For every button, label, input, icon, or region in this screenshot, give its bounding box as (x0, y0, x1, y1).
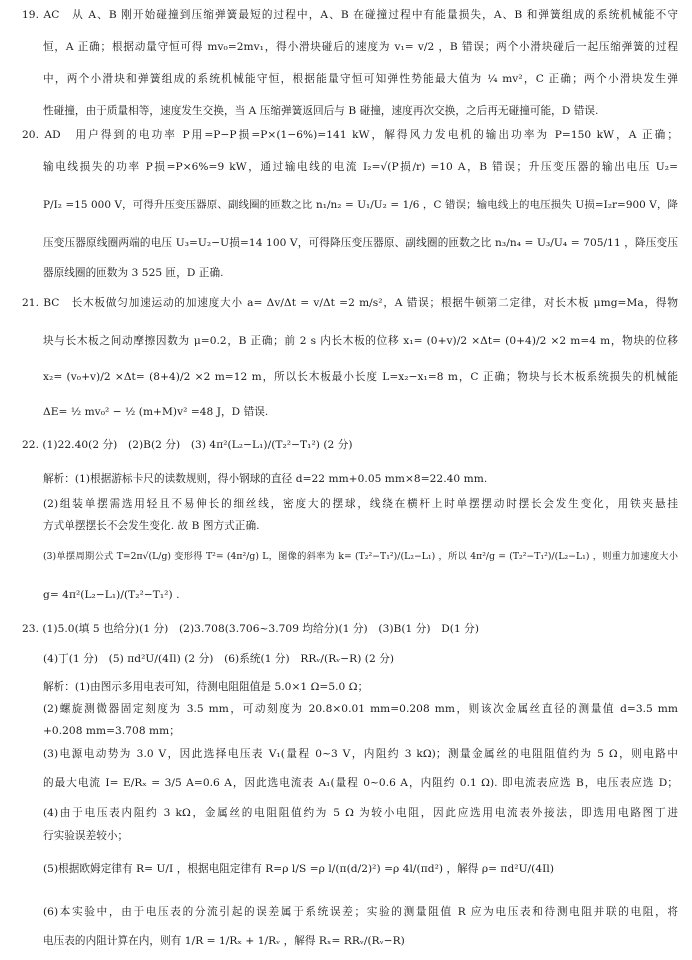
q23-line-1: 23. (1)5.0(填 5 也给分)(1 分) (2)3.708(3.706~3.709 均给分)(1 分) (3)B(1 分) D(1 分) (22, 623, 479, 635)
q23-line-2: (4)丁(1 分) (5) πd²U/(4Il) (2 分) (6)系统(1 分) RRᵥ/(Rᵥ−R) (2 分) (43, 653, 395, 665)
q22-line-5: (3)单摆周期公式 T=2π√(L/g) 变形得 T²= (4π²/g) L，图像的斜率为 k= (T₂²−T₁²)/(L₂−L₁) ，所以 4π²/g = (T₂²−T₁²)/(L₂−L₁) ，则重力加速度大小 (43, 551, 678, 562)
q21-line-4: ΔE= ½ mv₀² − ½ (m+M)v² =48 J，D 错误. (43, 406, 269, 418)
q19-line-1: 19. AC 从 A、B 刚开始碰撞到压缩弹簧最短的过程中，A、B 在碰撞过程中有能量损失，A、B 和弹簧组成的系统机械能不守 (22, 9, 678, 21)
q23-line-4: (2)螺旋测微器固定刻度为 3.5 mm，可动刻度为 20.8×0.01 mm=0.208 mm，则该次金属丝直径的测量值 d=3.5 mm (43, 703, 678, 715)
q21-line-1: 21. BC 长木板做匀加速运动的加速度大小 a= Δv/Δt = v/Δt =2 m/s²，A 错误；根据牛顿第二定律，对长木板 μmg=Ma，得物 (22, 297, 678, 309)
q20-line-4: 压变压器原线圈两端的电压 U₃=U₂−U损=14 100 V，可得降压变压器原、副线圈的匝数之比 n₃/n₄ = U₃/U₄ = 705/11 ，降压变压 (43, 237, 678, 249)
q23-line-8: (4)由于电压表内阻约 3 kΩ，金属丝的电阻阻值约为 5 Ω 为较小电阻，因此应选用电流表外接法，即选用电路图丁进 (43, 807, 678, 819)
q23-line-12: 电压表的内阻计算在内，则有 1/R = 1/Rₓ + 1/Rᵥ ，解得 Rₓ= RRᵥ/(Rᵥ−R) (43, 935, 405, 947)
q22-line-3: (2)组装单摆需选用轻且不易伸长的细丝线，密度大的摆球，线绕在横杆上时单摆摆动时摆长会发生变化，用铁夹悬挂 (43, 498, 678, 510)
q20-line-1: 20. AD 用户得到的电功率 P用=P−P损=P×(1−6%)=141 kW，解得风力发电机的输出功率为 P=150 kW，A 正确； (22, 129, 678, 141)
q23-line-5: +0.208 mm=3.708 mm； (43, 725, 180, 737)
q19-line-2: 恒，A 正确；根据动量守恒可得 mv₀=2mv₁，得小滑块碰后的速度为 v₁= v/2 ，B 错误；两个小滑块碰后一起压缩弹簧的过程 (43, 41, 678, 53)
q22-line-4: 方式单摆摆长不会发生变化. 故 B 图方式正确. (43, 520, 260, 532)
q20-line-2: 输电线损失的功率 P损=P×6%=9 kW，通过输电线的电流 I₂=√(P损/r) =10 A，B 错误；升压变压器的输出电压 U₂= (43, 161, 678, 173)
q20-line-3: P/I₂ =15 000 V，可得升压变压器原、副线圈的匝数之比 n₁/n₂ = U₁/U₂ = 1/6 ，C 错误；输电线上的电压损失 U损=I₂r=900 V，降 (43, 199, 678, 211)
q19-line-4: 性碰撞，由于质量相等，速度发生交换，当 A 压缩弹簧返回后与 B 碰撞，速度再次交换，之后再无碰撞可能，D 错误. (43, 105, 599, 117)
q23-line-7: 的最大电流 I= E/Rₓ = 3/5 A=0.6 A，因此选电流表 A₁(量程 0~0.6 A，内阻约 0.1 Ω). 即电流表应选 B，电压表应选 D； (43, 777, 678, 789)
q21-line-2: 块与长木板之间动摩擦因数为 μ=0.2，B 正确；前 2 s 内长木板的位移 x₁= (0+v)/2 ×Δt= (0+4)/2 ×2 m=4 m，物块的位移 (43, 335, 678, 347)
q23-line-10: (5)根据欧姆定律有 R= U/I ，根据电阻定律有 R=ρ l/S =ρ l/(π(d/2)²) =ρ 4l/(πd²) ，解得 ρ= πd²U/(4Il) (43, 863, 555, 875)
q21-line-3: x₂= (v₀+v)/2 ×Δt= (8+4)/2 ×2 m=12 m，所以长木板最小长度 L=x₂−x₁=8 m，C 正确；物块与长木板系统损失的机械能 (43, 371, 678, 383)
q22-line-2: 解析：(1)根据游标卡尺的读数规则，得小钢球的直径 d=22 mm+0.05 mm×8=22.40 mm. (43, 473, 488, 485)
q23-line-9: 行实验误差较小； (43, 830, 129, 842)
q20-line-5: 器原线圈的匝数为 3 525 匝，D 正确. (43, 267, 224, 279)
q22-line-6: g= 4π²(L₂−L₁)/(T₂²−T₁²) . (43, 589, 180, 601)
q23-line-6: (3)电源电动势为 3.0 V，因此选择电压表 V₁(量程 0~3 V，内阻约 3 kΩ)；测量金属丝的电阻阻值约为 5 Ω，则电路中 (43, 748, 678, 760)
q19-line-3: 中，两个小滑块和弹簧组成的系统机械能守恒，根据能量守恒可知弹性势能最大值为 ¼ mv²，C 正确；两个小滑块发生弹 (43, 73, 678, 85)
q23-line-11: (6)本实验中，由于电压表的分流引起的误差属于系统误差；实验的测量阻值 R 应为电压表和待测电阻并联的电阻，将 (43, 906, 678, 918)
q22-line-1: 22. (1)22.40(2 分) (2)B(2 分) (3) 4π²(L₂−L₁)/(T₂²−T₁²) (2 分) (22, 439, 353, 451)
q23-line-3: 解析：(1)由图示多用电表可知，待测电阻阻值是 5.0×1 Ω=5.0 Ω； (43, 681, 369, 693)
